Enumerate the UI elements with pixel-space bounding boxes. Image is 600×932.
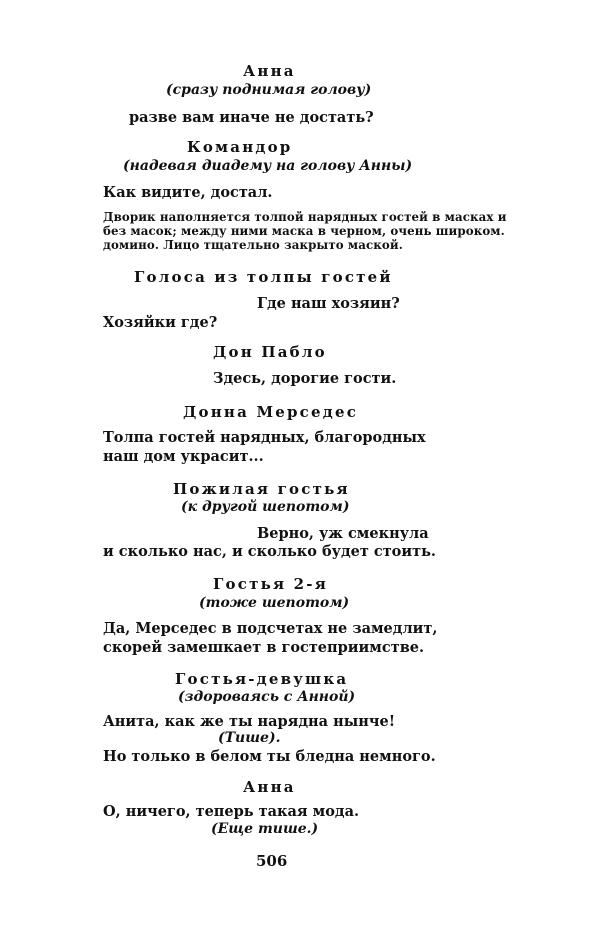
stage-direction: (сразу поднимая голову) [166, 82, 372, 98]
stage-direction: (Тише). [218, 730, 281, 746]
page-number: 506 [256, 852, 288, 870]
speaker-name: Командор [187, 138, 293, 156]
speech-line: Но только в белом ты бледна немного. [103, 748, 436, 765]
speech-line: разве вам иначе не достать? [129, 109, 374, 126]
speech-line: Как видите, достал. [103, 184, 273, 201]
speech-line: Верно, уж смекнула [257, 525, 429, 542]
speaker-name: Голоса из толпы гостей [134, 268, 393, 286]
speech-line: скорей замешкает в гостеприимстве. [103, 639, 425, 656]
speech-line: Где наш хозяин? [257, 295, 400, 312]
stage-description: без масок; между ними маска в черном, очень широком. [103, 224, 505, 238]
stage-direction: (здороваясь с Анной) [178, 689, 356, 705]
speech-line: Да, Мерседес в подсчетах не замедлит, [103, 620, 438, 637]
speaker-name: Донна Мерседес [183, 403, 359, 421]
speaker-name: Анна [243, 778, 296, 796]
speaker-name: Анна [243, 62, 296, 80]
speech-line: Хозяйки где? [103, 314, 218, 331]
stage-description: Дворик наполняется толпой нарядных гостей в масках и [103, 210, 507, 224]
speech-line: Анита, как же ты нарядна нынче! [103, 713, 396, 730]
stage-direction: (тоже шепотом) [199, 595, 350, 611]
speech-line: и сколько нас, и сколько будет стоить. [103, 543, 436, 560]
speaker-name: Гостья-девушка [175, 670, 349, 688]
stage-description: домино. Лицо тщательно закрыто маской. [103, 238, 403, 252]
stage-direction: (к другой шепотом) [181, 499, 350, 515]
speech-line: Здесь, дорогие гости. [213, 370, 397, 387]
speaker-name: Дон Пабло [213, 343, 327, 361]
stage-direction: (Еще тише.) [211, 821, 319, 837]
speaker-name: Гостья 2-я [213, 575, 329, 593]
speech-line: Толпа гостей нарядных, благородных [103, 429, 426, 446]
speech-line: О, ничего, теперь такая мода. [103, 803, 360, 820]
stage-direction: (надевая диадему на голову Анны) [123, 158, 413, 174]
speaker-name: Пожилая гостья [173, 480, 350, 498]
speech-line: наш дом украсит... [103, 448, 264, 465]
